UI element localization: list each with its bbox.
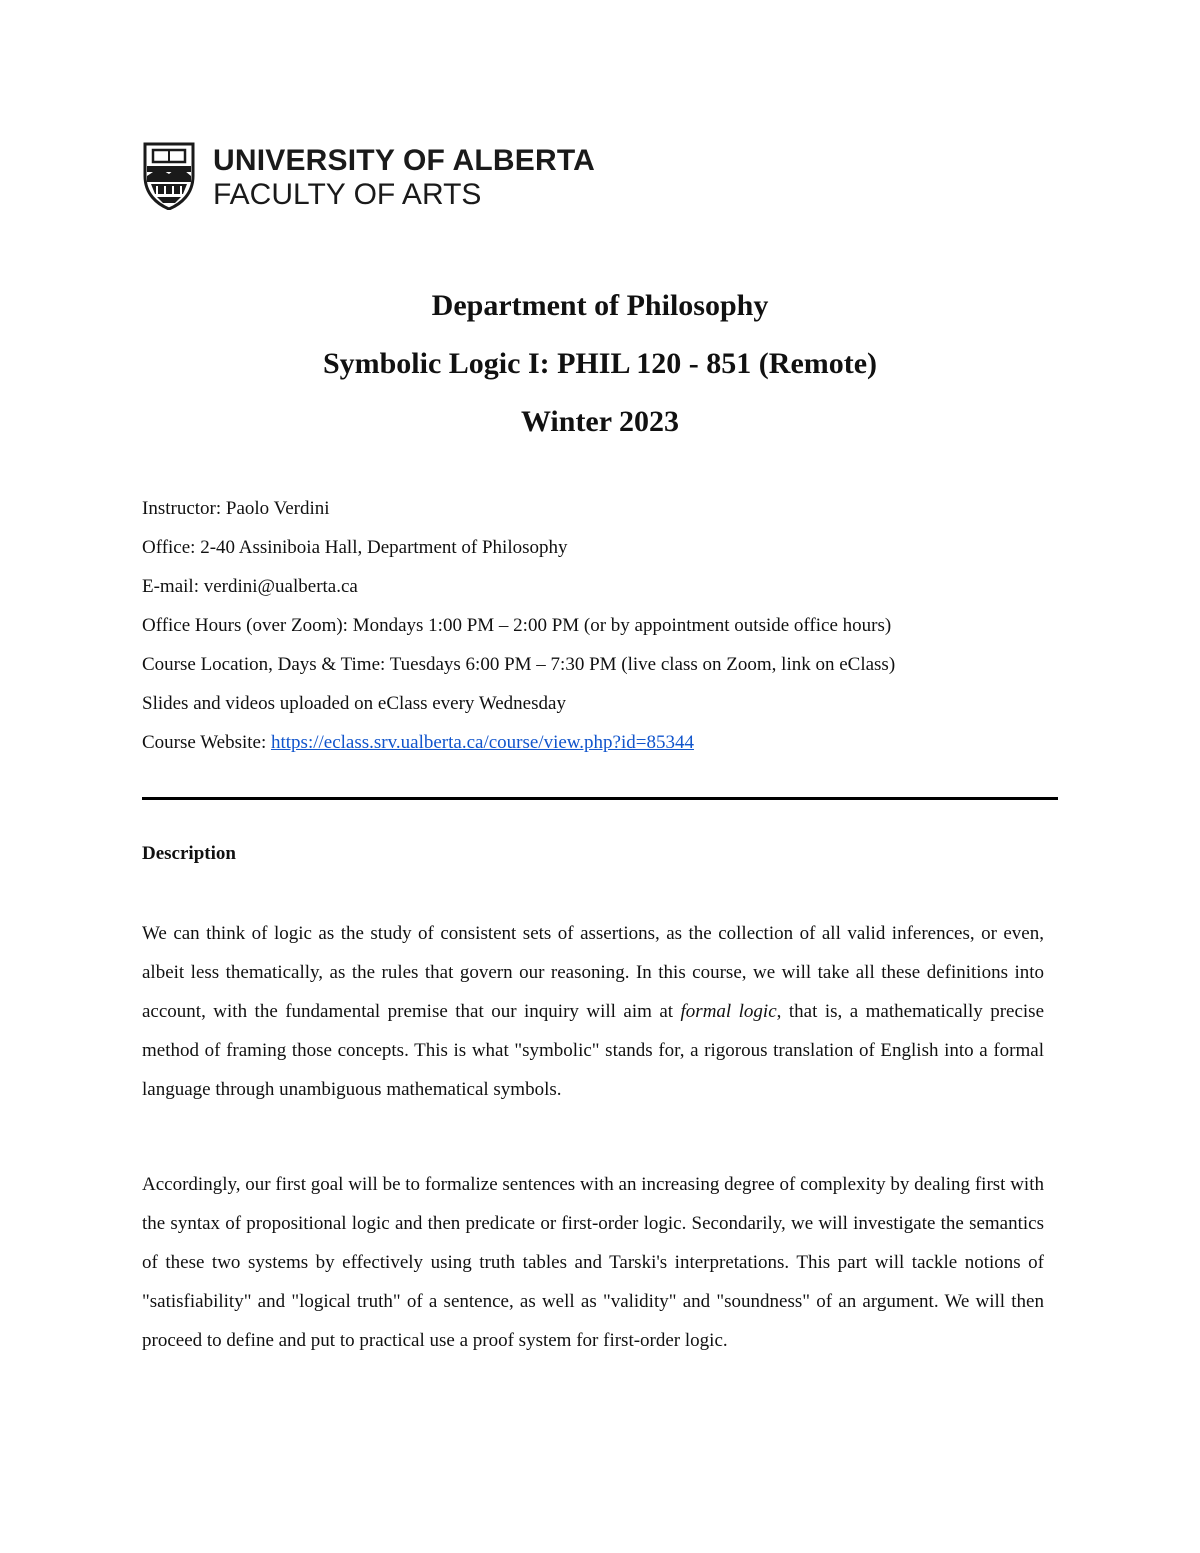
email-line: E-mail: verdini@ualberta.ca [142, 576, 358, 597]
course-title-heading: Symbolic Logic I: PHIL 120 - 851 (Remote) [322, 347, 878, 380]
slides-line: Slides and videos uploaded on eClass every Wednesday [142, 693, 566, 714]
department-heading: Department of Philosophy [431, 289, 769, 322]
instructor-line: Instructor: Paolo Verdini [142, 498, 330, 519]
formal-logic-emphasis: formal logic [680, 1001, 777, 1022]
term-heading: Winter 2023 [520, 405, 680, 438]
horizontal-divider [142, 797, 1058, 800]
description-paragraph-2: Accordingly, our first goal will be to formalize sentences with an increasing degree of complexity by dealing first with the syntax of propositional logic and then predicate or first-order logic. Secondarily, we will investigate the semantics of these two systems by effectively using truth tables and Tarski's interpretations. This part will tackle notions of "satisfiability" and "logical truth" of a sentence, as well as "validity" and "soundness" of an argument. We will then proceed to define and put to practical use a proof system for first-order logic. [142, 1174, 1044, 1351]
office-line: Office: 2-40 Assiniboia Hall, Department of Philosophy [142, 537, 568, 558]
course-location-line: Course Location, Days & Time: Tuesdays 6:00 PM – 7:30 PM (live class on Zoom, link on eClass) [142, 654, 896, 675]
description-heading: Description [142, 843, 236, 864]
course-website-label: Course Website: [142, 732, 271, 753]
logo-university-name: UNIVERSITY OF ALBERTA [213, 144, 595, 177]
logo-faculty-name: FACULTY OF ARTS [213, 178, 482, 211]
office-hours-line: Office Hours (over Zoom): Mondays 1:00 PM – 2:00 PM (or by appointment outside office hours) [142, 615, 892, 636]
course-info-block [142, 496, 1082, 769]
description-paragraph-1-part-b: , that is, a mathematically precise method of framing those concepts. This is what "symbolic" stands for, a rigorous translation of English into a formal language through unambiguous mathematical symbols. [142, 1001, 1044, 1100]
university-crest-icon [143, 142, 195, 210]
course-website-link[interactable]: https://eclass.srv.ualberta.ca/course/view.php?id=85344 [271, 732, 694, 753]
university-logo [143, 142, 595, 214]
description-paragraph-1-part-a: We can think of logic as the study of consistent sets of assertions, as the collection of all valid inferences, or even, albeit less thematically, as the rules that govern our reasoning. In this course, we will take all these definitions into account, with the fundamental premise that our inquiry will aim at [142, 923, 1044, 1022]
course-website-line [142, 730, 1082, 769]
description-paragraph-1 [142, 914, 1044, 1109]
